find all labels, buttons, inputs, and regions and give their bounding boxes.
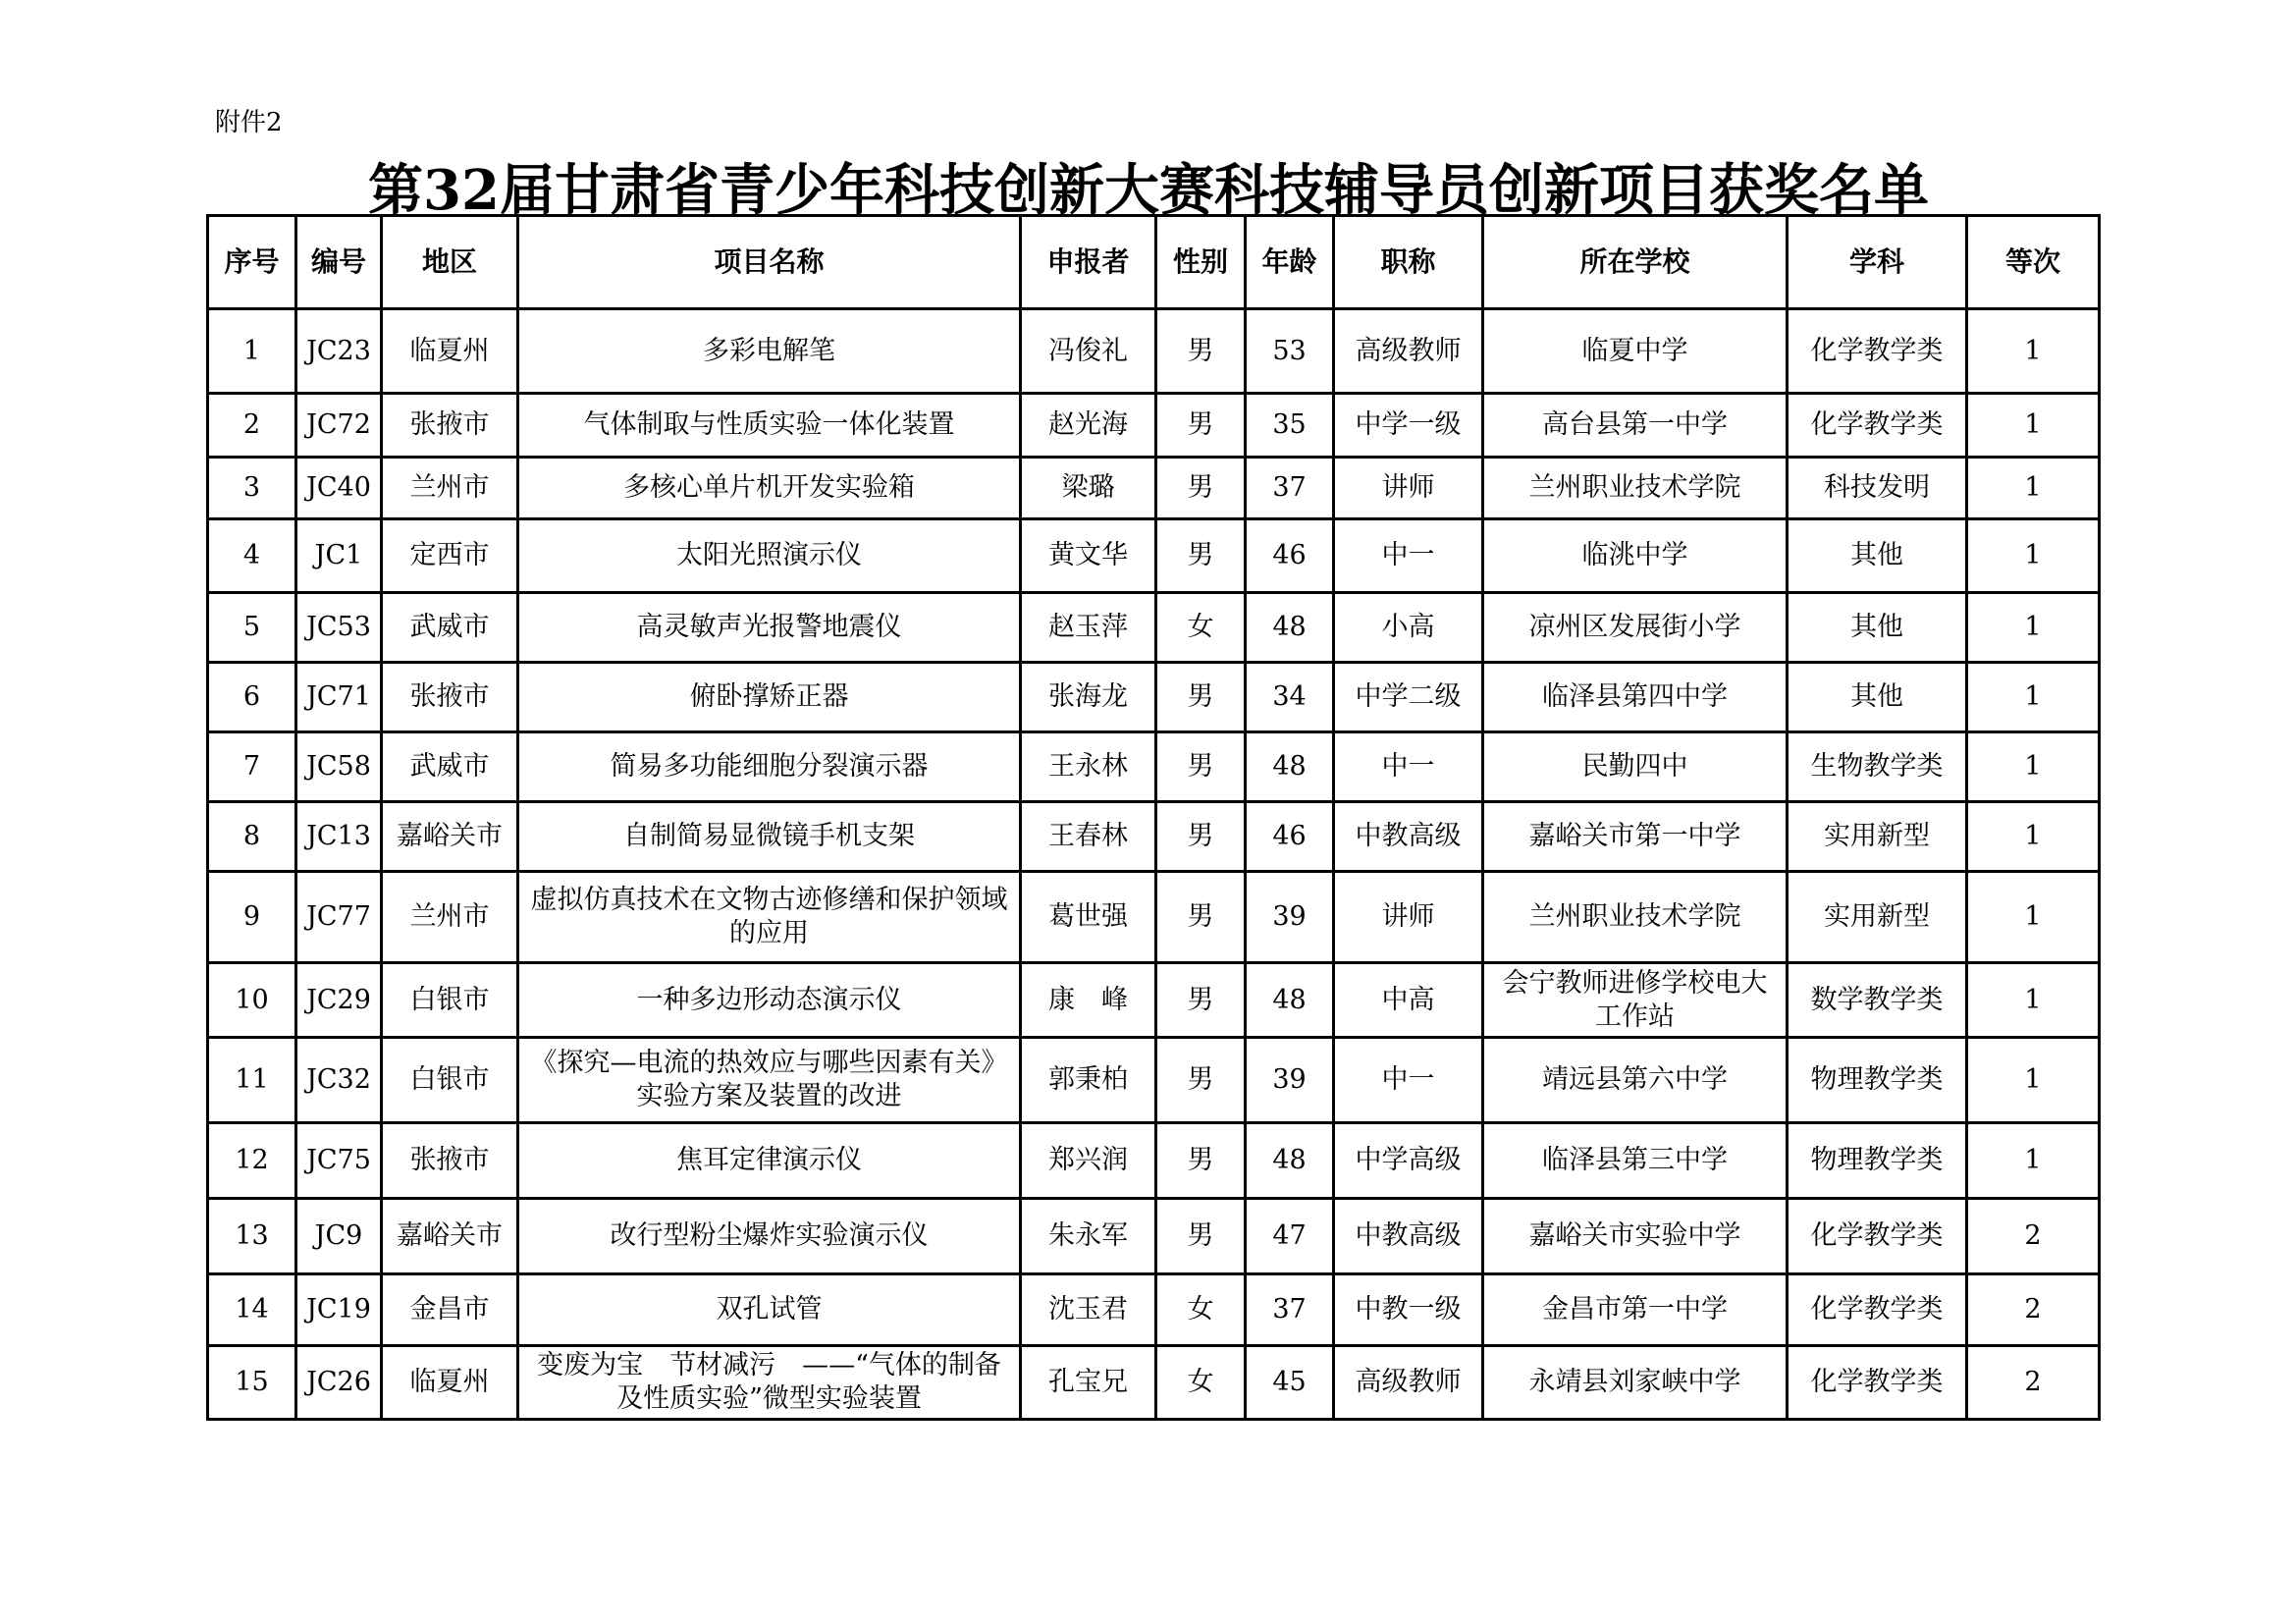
cell-applicant: 葛世强	[1021, 872, 1156, 963]
cell-region: 张掖市	[382, 663, 518, 732]
cell-region: 兰州市	[382, 458, 518, 519]
cell-age: 34	[1246, 663, 1334, 732]
cell-code: JC1	[296, 519, 382, 593]
cell-applicant: 王春林	[1021, 802, 1156, 872]
cell-age: 46	[1246, 802, 1334, 872]
cell-project-name: 一种多边形动态演示仪	[518, 963, 1021, 1038]
attachment-label: 附件2	[215, 108, 283, 137]
table-row	[208, 802, 2100, 872]
cell-age: 35	[1246, 394, 1334, 458]
cell-rank: 1	[1967, 394, 2100, 458]
cell-code: JC9	[296, 1199, 382, 1274]
cell-rank: 1	[1967, 663, 2100, 732]
cell-applicant: 郑兴润	[1021, 1123, 1156, 1199]
cell-subject: 其他	[1788, 663, 1967, 732]
cell-region: 金昌市	[382, 1274, 518, 1346]
cell-title: 中教高级	[1334, 1199, 1483, 1274]
cell-title: 中一	[1334, 519, 1483, 593]
cell-age: 39	[1246, 872, 1334, 963]
cell-rank: 2	[1967, 1274, 2100, 1346]
cell-applicant: 赵光海	[1021, 394, 1156, 458]
cell-subject: 其他	[1788, 593, 1967, 663]
cell-subject: 化学教学类	[1788, 1346, 1967, 1420]
cell-school: 临泽县第四中学	[1483, 663, 1788, 732]
awards-table	[206, 214, 2101, 1421]
cell-code: JC71	[296, 663, 382, 732]
cell-gender: 男	[1156, 872, 1246, 963]
header-subject: 学科	[1788, 216, 1967, 309]
cell-age: 47	[1246, 1199, 1334, 1274]
cell-subject: 科技发明	[1788, 458, 1967, 519]
table-row	[208, 1199, 2100, 1274]
cell-index: 10	[208, 963, 296, 1038]
cell-index: 9	[208, 872, 296, 963]
cell-code: JC75	[296, 1123, 382, 1199]
cell-subject: 化学教学类	[1788, 1199, 1967, 1274]
cell-index: 2	[208, 394, 296, 458]
cell-subject: 实用新型	[1788, 872, 1967, 963]
cell-subject: 化学教学类	[1788, 394, 1967, 458]
table-row	[208, 732, 2100, 802]
header-school: 所在学校	[1483, 216, 1788, 309]
cell-age: 53	[1246, 309, 1334, 394]
cell-subject: 其他	[1788, 519, 1967, 593]
cell-applicant: 朱永军	[1021, 1199, 1156, 1274]
cell-gender: 男	[1156, 458, 1246, 519]
cell-subject: 生物教学类	[1788, 732, 1967, 802]
cell-rank: 2	[1967, 1346, 2100, 1420]
cell-code: JC29	[296, 963, 382, 1038]
cell-rank: 1	[1967, 593, 2100, 663]
table-row	[208, 963, 2100, 1038]
cell-title: 中教一级	[1334, 1274, 1483, 1346]
cell-gender: 男	[1156, 963, 1246, 1038]
cell-code: JC13	[296, 802, 382, 872]
cell-title: 中学二级	[1334, 663, 1483, 732]
cell-rank: 1	[1967, 458, 2100, 519]
cell-region: 武威市	[382, 732, 518, 802]
cell-school: 靖远县第六中学	[1483, 1038, 1788, 1123]
cell-gender: 男	[1156, 1199, 1246, 1274]
cell-title: 中一	[1334, 1038, 1483, 1123]
cell-gender: 男	[1156, 1038, 1246, 1123]
cell-gender: 女	[1156, 1274, 1246, 1346]
cell-title: 中学一级	[1334, 394, 1483, 458]
cell-applicant: 郭秉柏	[1021, 1038, 1156, 1123]
cell-title: 小高	[1334, 593, 1483, 663]
cell-school: 兰州职业技术学院	[1483, 872, 1788, 963]
cell-title: 讲师	[1334, 872, 1483, 963]
header-project-name: 项目名称	[518, 216, 1021, 309]
cell-region: 武威市	[382, 593, 518, 663]
cell-gender: 男	[1156, 802, 1246, 872]
cell-code: JC72	[296, 394, 382, 458]
cell-rank: 1	[1967, 1038, 2100, 1123]
cell-code: JC53	[296, 593, 382, 663]
cell-title: 讲师	[1334, 458, 1483, 519]
cell-project-name: 太阳光照演示仪	[518, 519, 1021, 593]
cell-applicant: 孔宝兄	[1021, 1346, 1156, 1420]
cell-index: 8	[208, 802, 296, 872]
table-row	[208, 663, 2100, 732]
cell-project-name: 《探究—电流的热效应与哪些因素有关》实验方案及装置的改进	[518, 1038, 1021, 1123]
cell-subject: 化学教学类	[1788, 309, 1967, 394]
table-row	[208, 1038, 2100, 1123]
cell-project-name: 气体制取与性质实验一体化装置	[518, 394, 1021, 458]
cell-code: JC26	[296, 1346, 382, 1420]
cell-index: 7	[208, 732, 296, 802]
cell-region: 嘉峪关市	[382, 1199, 518, 1274]
cell-project-name: 虚拟仿真技术在文物古迹修缮和保护领域的应用	[518, 872, 1021, 963]
cell-title: 中一	[1334, 732, 1483, 802]
cell-gender: 女	[1156, 1346, 1246, 1420]
cell-gender: 女	[1156, 593, 1246, 663]
cell-region: 临夏州	[382, 309, 518, 394]
header-region: 地区	[382, 216, 518, 309]
cell-gender: 男	[1156, 394, 1246, 458]
cell-rank: 1	[1967, 732, 2100, 802]
cell-school: 永靖县刘家峡中学	[1483, 1346, 1788, 1420]
header-applicant: 申报者	[1021, 216, 1156, 309]
cell-school: 临泽县第三中学	[1483, 1123, 1788, 1199]
cell-region: 临夏州	[382, 1346, 518, 1420]
cell-school: 高台县第一中学	[1483, 394, 1788, 458]
cell-region: 嘉峪关市	[382, 802, 518, 872]
cell-index: 11	[208, 1038, 296, 1123]
cell-applicant: 赵玉萍	[1021, 593, 1156, 663]
cell-gender: 男	[1156, 732, 1246, 802]
cell-rank: 1	[1967, 963, 2100, 1038]
cell-region: 白银市	[382, 1038, 518, 1123]
cell-index: 4	[208, 519, 296, 593]
table-row	[208, 309, 2100, 394]
cell-applicant: 黄文华	[1021, 519, 1156, 593]
header-index: 序号	[208, 216, 296, 309]
cell-project-name: 自制简易显微镜手机支架	[518, 802, 1021, 872]
cell-school: 会宁教师进修学校电大工作站	[1483, 963, 1788, 1038]
header-age: 年龄	[1246, 216, 1334, 309]
cell-title: 中学高级	[1334, 1123, 1483, 1199]
cell-project-name: 多彩电解笔	[518, 309, 1021, 394]
cell-rank: 2	[1967, 1199, 2100, 1274]
cell-age: 48	[1246, 593, 1334, 663]
cell-project-name: 高灵敏声光报警地震仪	[518, 593, 1021, 663]
cell-school: 嘉峪关市第一中学	[1483, 802, 1788, 872]
cell-subject: 数学教学类	[1788, 963, 1967, 1038]
cell-index: 15	[208, 1346, 296, 1420]
cell-applicant: 梁璐	[1021, 458, 1156, 519]
header-gender: 性别	[1156, 216, 1246, 309]
table-row	[208, 593, 2100, 663]
cell-subject: 化学教学类	[1788, 1274, 1967, 1346]
cell-school: 凉州区发展街小学	[1483, 593, 1788, 663]
header-rank: 等次	[1967, 216, 2100, 309]
cell-age: 48	[1246, 963, 1334, 1038]
cell-age: 37	[1246, 1274, 1334, 1346]
cell-region: 兰州市	[382, 872, 518, 963]
cell-subject: 物理教学类	[1788, 1038, 1967, 1123]
table-row	[208, 1274, 2100, 1346]
cell-gender: 男	[1156, 309, 1246, 394]
cell-project-name: 改行型粉尘爆炸实验演示仪	[518, 1199, 1021, 1274]
table-row	[208, 872, 2100, 963]
cell-school: 金昌市第一中学	[1483, 1274, 1788, 1346]
cell-project-name: 俯卧撑矫正器	[518, 663, 1021, 732]
cell-code: JC40	[296, 458, 382, 519]
cell-school: 兰州职业技术学院	[1483, 458, 1788, 519]
cell-rank: 1	[1967, 519, 2100, 593]
cell-age: 48	[1246, 732, 1334, 802]
table-header-row	[208, 216, 2100, 309]
cell-subject: 实用新型	[1788, 802, 1967, 872]
cell-title: 高级教师	[1334, 309, 1483, 394]
cell-applicant: 沈玉君	[1021, 1274, 1156, 1346]
cell-school: 嘉峪关市实验中学	[1483, 1199, 1788, 1274]
cell-gender: 男	[1156, 663, 1246, 732]
header-code: 编号	[296, 216, 382, 309]
cell-code: JC19	[296, 1274, 382, 1346]
cell-index: 5	[208, 593, 296, 663]
cell-project-name: 双孔试管	[518, 1274, 1021, 1346]
cell-applicant: 冯俊礼	[1021, 309, 1156, 394]
cell-age: 37	[1246, 458, 1334, 519]
cell-gender: 男	[1156, 519, 1246, 593]
table-row	[208, 394, 2100, 458]
cell-applicant: 王永林	[1021, 732, 1156, 802]
cell-age: 48	[1246, 1123, 1334, 1199]
cell-title: 中高	[1334, 963, 1483, 1038]
cell-index: 1	[208, 309, 296, 394]
cell-code: JC77	[296, 872, 382, 963]
cell-rank: 1	[1967, 872, 2100, 963]
cell-age: 45	[1246, 1346, 1334, 1420]
cell-school: 民勤四中	[1483, 732, 1788, 802]
table-row	[208, 519, 2100, 593]
cell-region: 白银市	[382, 963, 518, 1038]
cell-region: 定西市	[382, 519, 518, 593]
cell-project-name: 焦耳定律演示仪	[518, 1123, 1021, 1199]
cell-school: 临夏中学	[1483, 309, 1788, 394]
cell-title: 中教高级	[1334, 802, 1483, 872]
cell-title: 高级教师	[1334, 1346, 1483, 1420]
cell-project-name: 简易多功能细胞分裂演示器	[518, 732, 1021, 802]
cell-code: JC23	[296, 309, 382, 394]
cell-region: 张掖市	[382, 1123, 518, 1199]
header-title: 职称	[1334, 216, 1483, 309]
cell-index: 3	[208, 458, 296, 519]
page-title: 第32届甘肃省青少年科技创新大赛科技辅导员创新项目获奖名单	[368, 158, 1929, 223]
cell-age: 46	[1246, 519, 1334, 593]
cell-index: 6	[208, 663, 296, 732]
cell-age: 39	[1246, 1038, 1334, 1123]
table-body	[208, 309, 2100, 1420]
cell-rank: 1	[1967, 802, 2100, 872]
cell-index: 13	[208, 1199, 296, 1274]
cell-school: 临洮中学	[1483, 519, 1788, 593]
cell-applicant: 张海龙	[1021, 663, 1156, 732]
cell-gender: 男	[1156, 1123, 1246, 1199]
cell-rank: 1	[1967, 1123, 2100, 1199]
cell-region: 张掖市	[382, 394, 518, 458]
cell-index: 12	[208, 1123, 296, 1199]
table-row	[208, 458, 2100, 519]
table-row	[208, 1123, 2100, 1199]
cell-applicant: 康 峰	[1021, 963, 1156, 1038]
cell-project-name: 变废为宝 节材减污 ——“气体的制备及性质实验”微型实验装置	[518, 1346, 1021, 1420]
cell-rank: 1	[1967, 309, 2100, 394]
cell-code: JC32	[296, 1038, 382, 1123]
cell-code: JC58	[296, 732, 382, 802]
cell-subject: 物理教学类	[1788, 1123, 1967, 1199]
cell-index: 14	[208, 1274, 296, 1346]
table-row	[208, 1346, 2100, 1420]
cell-project-name: 多核心单片机开发实验箱	[518, 458, 1021, 519]
